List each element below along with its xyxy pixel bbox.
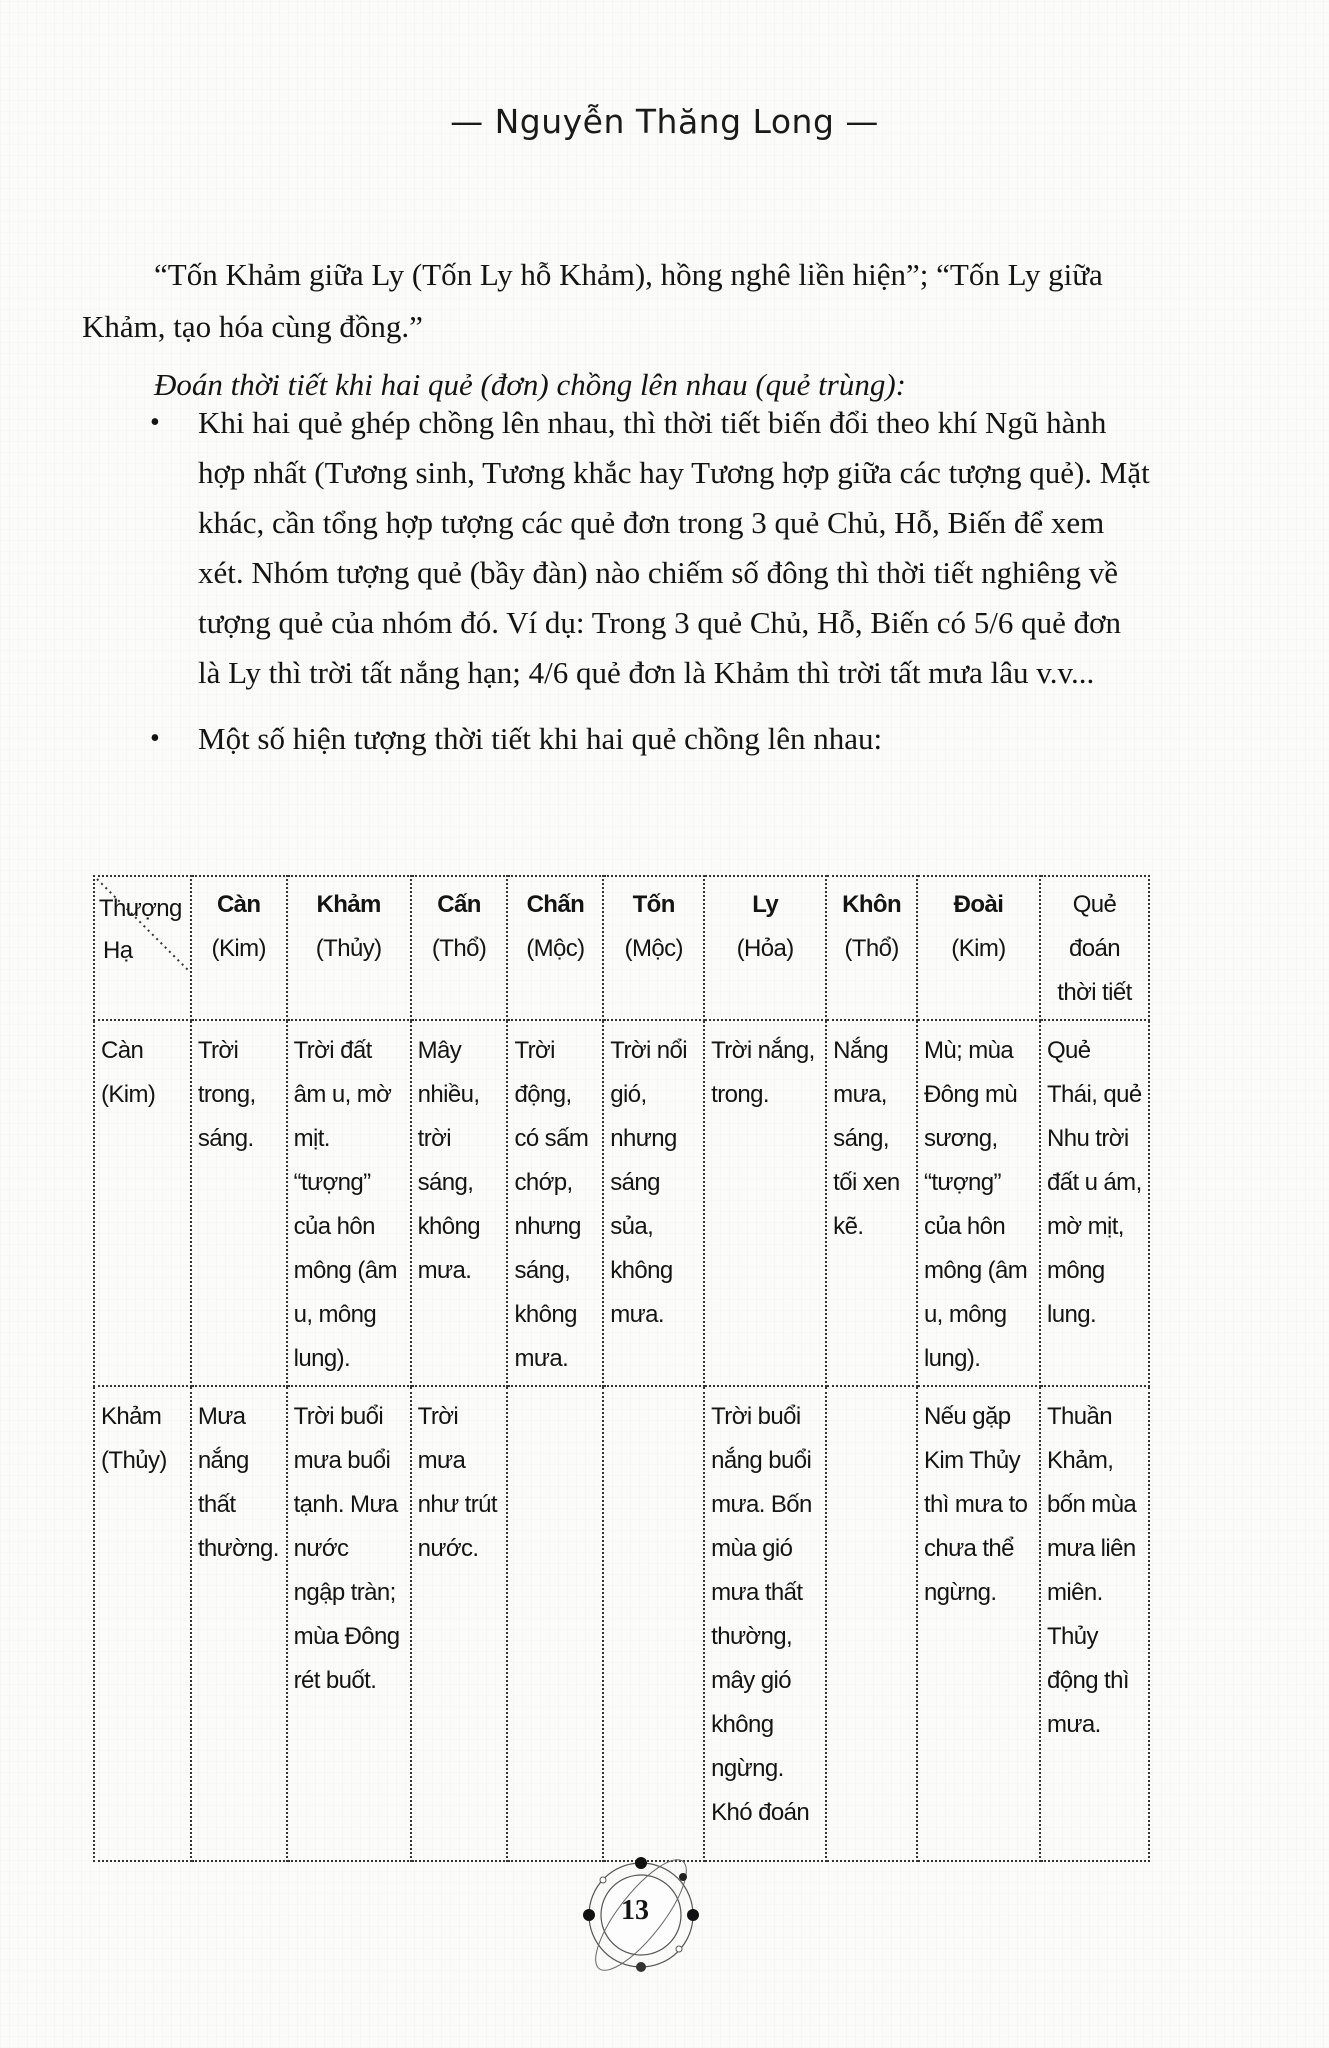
- column-header: Cấn (Thổ): [411, 876, 508, 1020]
- corner-upper-label: Thượng: [98, 895, 182, 922]
- table-header-row: [94, 876, 1149, 1020]
- column-header: Khôn (Thổ): [826, 876, 917, 1020]
- bullet-item: • Một số hiện tượng thời tiết khi hai quẻ chồng lên nhau:: [150, 714, 1150, 764]
- table-cell: Trời nắng, trong.: [704, 1020, 826, 1386]
- table-cell: Trời mưa như trút nước.: [411, 1386, 508, 1861]
- section-subheading: Đoán thời tiết khi hai quẻ (đơn) chồng lên nhau (quẻ trùng):: [154, 367, 906, 402]
- table-cell: Trời buổi mưa buổi tạnh. Mưa nước ngập tràn; mùa Đông rét buốt.: [287, 1386, 411, 1861]
- table-cell: Mưa nắng thất thường.: [191, 1386, 287, 1861]
- table-row: [94, 1020, 1149, 1386]
- column-header: Chấn (Mộc): [507, 876, 603, 1020]
- table-cell: [603, 1386, 704, 1861]
- table-cell: Nắng mưa, sáng, tối xen kẽ.: [826, 1020, 917, 1386]
- table-cell: Trời buổi nắng buổi mưa. Bốn mùa gió mưa thất thường, mây gió không ngừng. Khó đoán: [704, 1386, 826, 1861]
- table-cell: [507, 1386, 603, 1861]
- column-header: Ly (Hỏa): [704, 876, 826, 1020]
- column-header-forecast: Quẻ đoán thời tiết: [1040, 876, 1149, 1020]
- table-cell: Mây nhiều, trời sáng, không mưa.: [411, 1020, 508, 1386]
- row-header: Càn (Kim): [94, 1020, 191, 1386]
- table-cell: Trời nổi gió, nhưng sáng sủa, không mưa.: [603, 1020, 704, 1386]
- table-cell: [826, 1386, 917, 1861]
- column-header: Tốn (Mộc): [603, 876, 704, 1020]
- bullet-list: [150, 398, 1150, 780]
- running-head-author: — Nguyễn Thăng Long —: [450, 102, 879, 141]
- table-cell: Quẻ Thái, quẻ Nhu trời đất u ám, mờ mịt, mông lung.: [1040, 1020, 1149, 1386]
- table-row: [94, 1386, 1149, 1861]
- table-cell: Trời trong, sáng.: [191, 1020, 287, 1386]
- table-cell: Trời động, có sấm chớp, nhưng sáng, không mưa.: [507, 1020, 603, 1386]
- corner-lower-label: Hạ: [103, 937, 133, 964]
- table-cell: Trời đất âm u, mờ mịt. “tượng” của hôn mông (âm u, mông lung).: [287, 1020, 411, 1386]
- bullet-item: • Khi hai quẻ ghép chồng lên nhau, thì thời tiết biến đổi theo khí Ngũ hành hợp nhất (Tương sinh, Tương khắc hay Tương hợp giữa các tượng quẻ). Mặt khác, cần tổng hợp tượng các quẻ đơn trong 3 quẻ Chủ, Hỗ, Biến để xem xét. Nhóm tượng quẻ (bầy đàn) nào chiếm số đông thì thời tiết nghiêng về tượng quẻ của nhóm đó. Ví dụ: Trong 3 quẻ Chủ, Hỗ, Biến có 5/6 quẻ đơn là Ly thì trời tất nắng hạn; 4/6 quẻ đơn là Khảm thì trời tất mưa lâu v.v...: [150, 398, 1150, 698]
- page-number: 13: [621, 1895, 649, 1926]
- corner-header-cell: [94, 876, 191, 1020]
- row-header: Khảm (Thủy): [94, 1386, 191, 1861]
- column-header: Đoài (Kim): [917, 876, 1040, 1020]
- table-cell: Nếu gặp Kim Thủy thì mưa to chưa thể ngừng.: [917, 1386, 1040, 1861]
- column-header: Khảm (Thủy): [287, 876, 411, 1020]
- table-cell: Mù; mùa Đông mù sương, “tượng” của hôn mông (âm u, mông lung).: [917, 1020, 1040, 1386]
- table-cell: Thuần Khảm, bốn mùa mưa liên miên. Thủy động thì mưa.: [1040, 1386, 1149, 1861]
- column-header: Càn (Kim): [191, 876, 287, 1020]
- weather-table: [93, 875, 1150, 1862]
- quote-paragraph: “Tốn Khảm giữa Ly (Tốn Ly hỗ Khảm), hồng nghê liền hiện”; “Tốn Ly giữa Khảm, tạo hóa cùng đồng.”: [82, 257, 1103, 344]
